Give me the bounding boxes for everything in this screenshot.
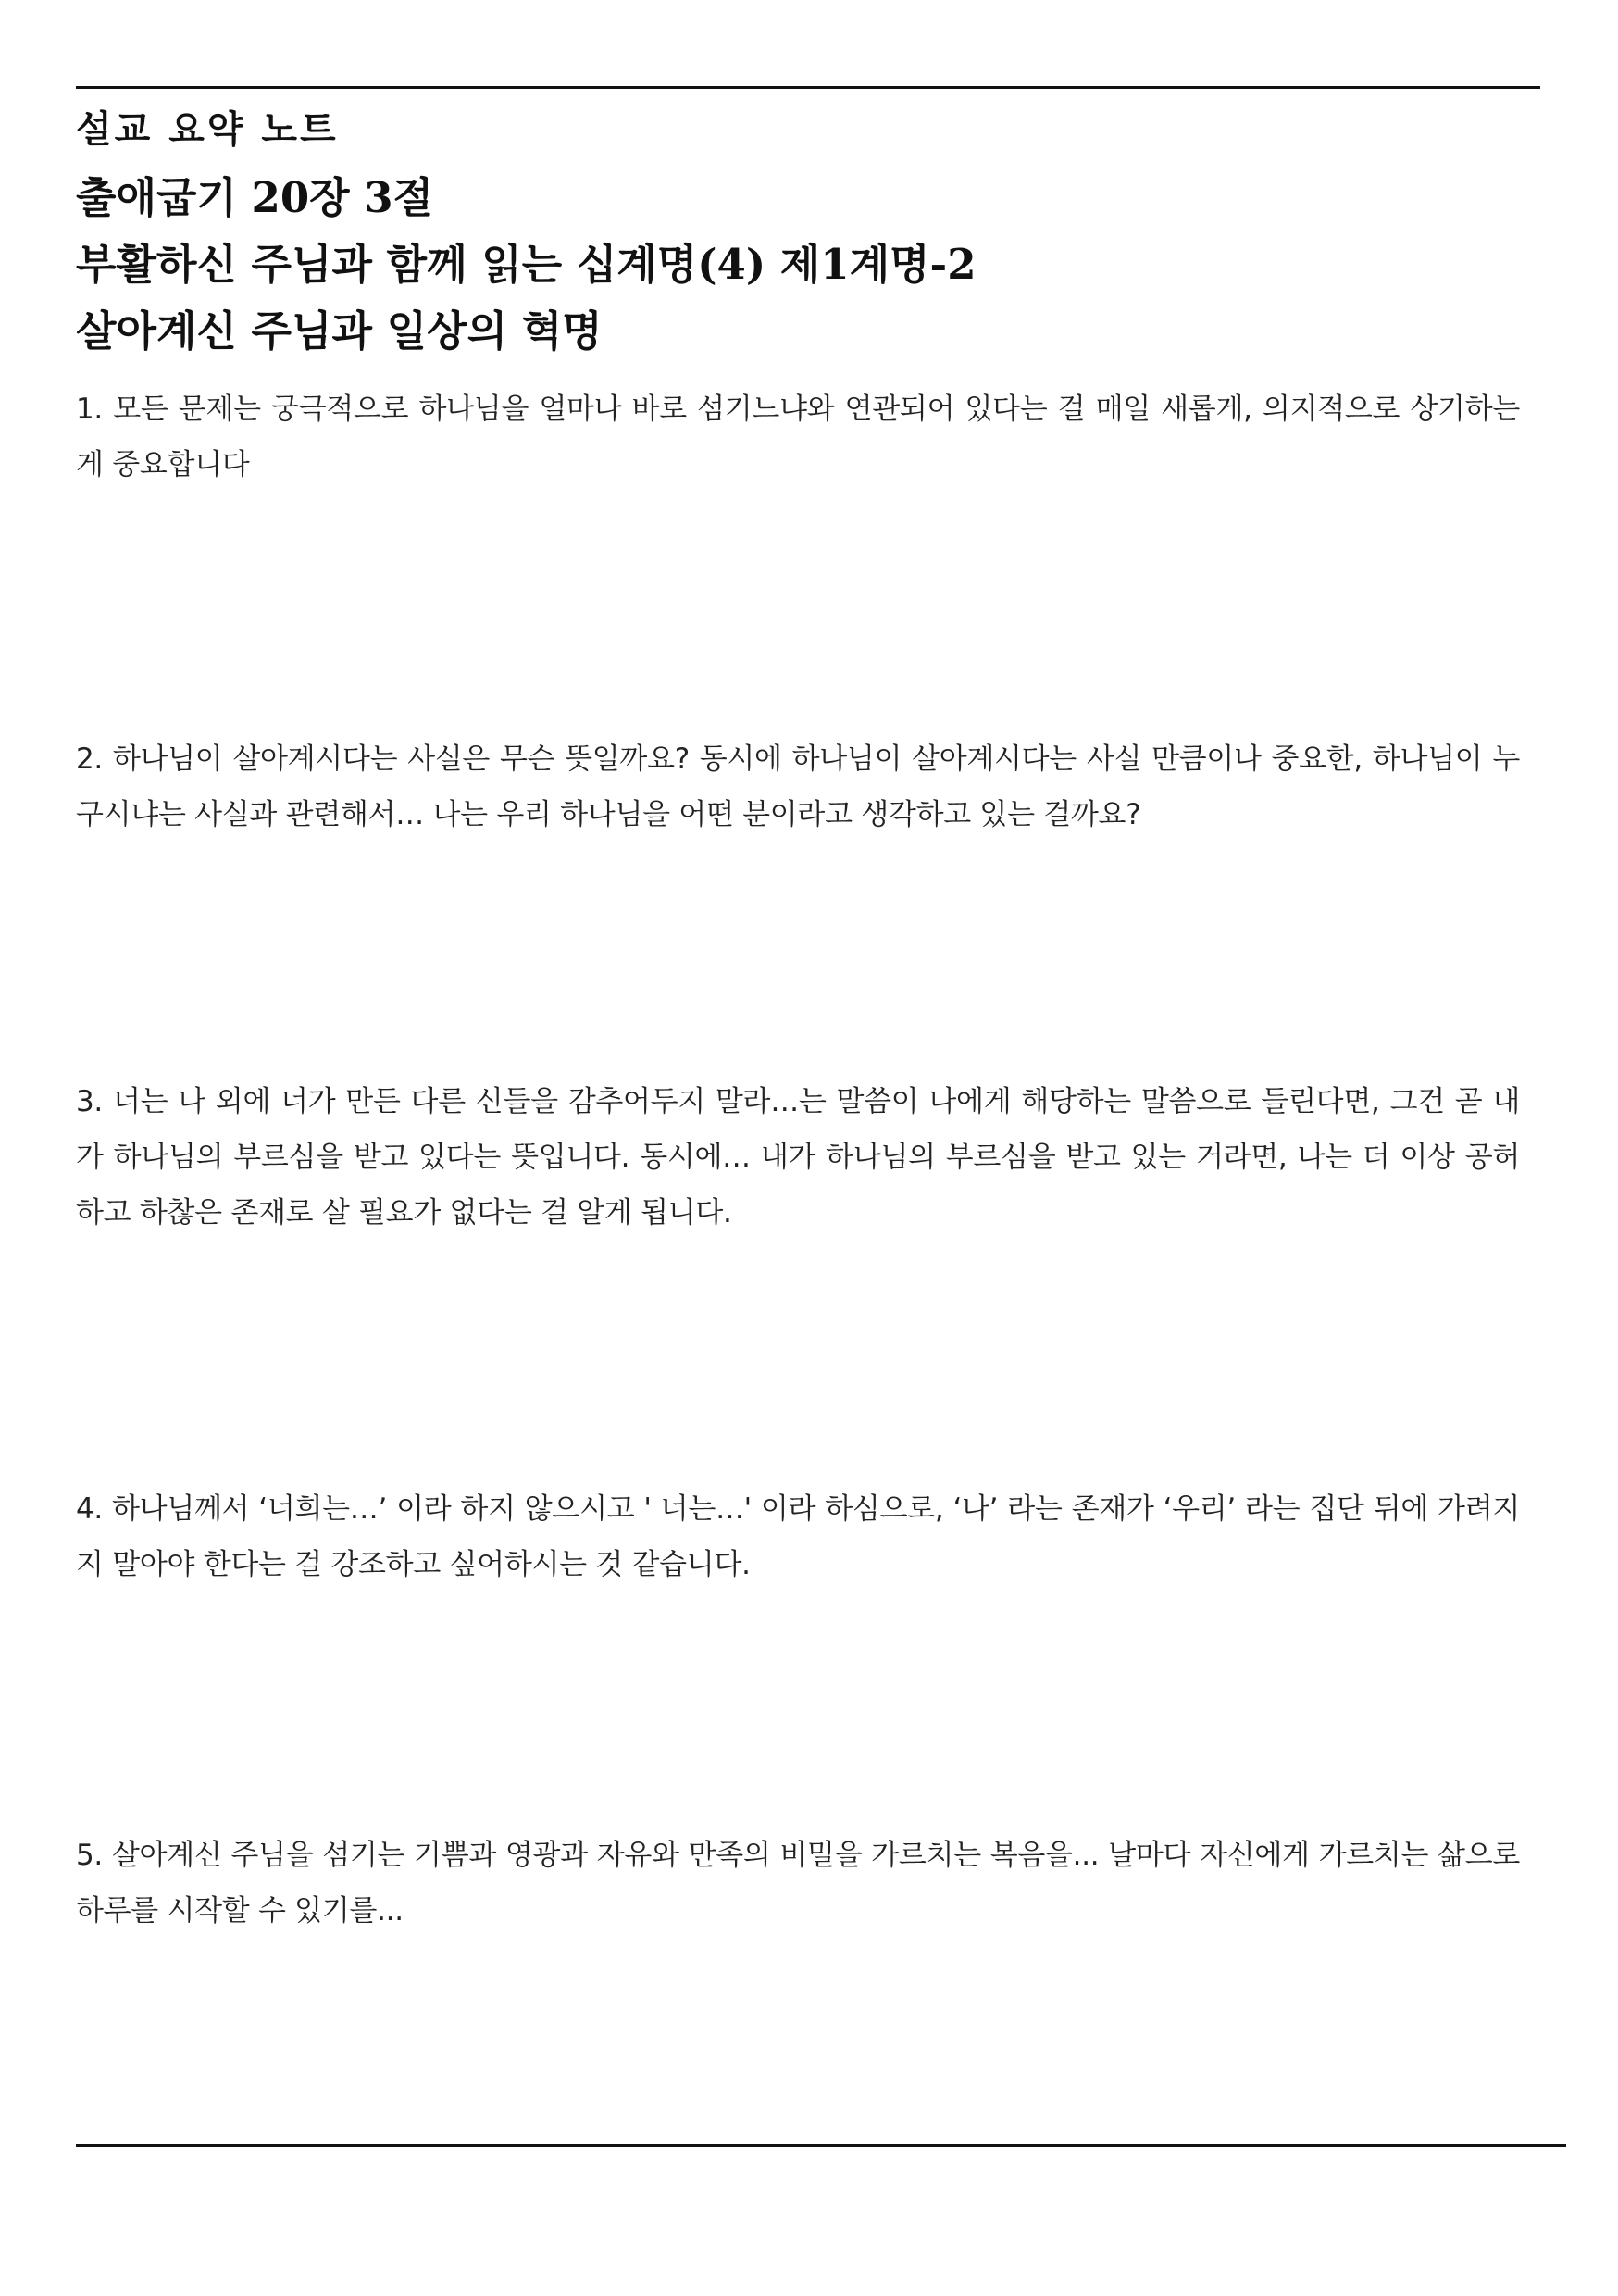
summary-point-1: 1. 모든 문제는 궁극적으로 하나님을 얼마나 바로 섬기느냐와 연관되어 있다는 걸 매일 새롭게, 의지적으로 상기하는 게 중요합니다 xyxy=(76,393,1520,481)
summary-point-4: 4. 하나님께서 ‘너희는…’ 이라 하지 않으시고 ' 너는…' 이라 하심으로, ‘나’ 라는 존재가 ‘우리’ 라는 집단 뒤에 가려지지 말아야 한다는 걸 강조하고 싶어하시는 것 같습니다. xyxy=(76,1492,1520,1581)
summary-point-5: 5. 살아계신 주님을 섬기는 기쁨과 영광과 자유와 만족의 비밀을 가르치는 복음을... 날마다 자신에게 가르치는 삶으로 하루를 시작할 수 있기를... xyxy=(76,1839,1520,1928)
top-divider xyxy=(76,86,1540,89)
scripture-reference: 출애굽기 20장 3절 xyxy=(76,173,434,222)
sermon-title: 살아계신 주님과 일상의 혁명 xyxy=(76,306,603,356)
series-title: 부활하신 주님과 함께 읽는 십계명(4) 제1계명-2 xyxy=(76,240,977,289)
bottom-divider xyxy=(76,2144,1566,2147)
sermon-title-block xyxy=(76,165,977,365)
summary-point-2: 2. 하나님이 살아계시다는 사실은 무슨 뜻일까요? 동시에 하나님이 살아계시다는 사실 만큼이나 중요한, 하나님이 누구시냐는 사실과 관련해서… 나는 우리 하나님을 어떤 분이라고 생각하고 있는 걸까요? xyxy=(76,742,1520,831)
summary-point-3: 3. 너는 나 외에 너가 만든 다른 신들을 감추어두지 말라…는 말씀이 나에게 해당하는 말씀으로 들린다면, 그건 곧 내가 하나님의 부르심을 받고 있다는 뜻입니다. 동시에… 내가 하나님의 부르심을 받고 있는 거라면, 나는 더 이상 공허하고 하찮은 존재로 살 필요가 없다는 걸 알게 됩니다. xyxy=(76,1085,1520,1229)
note-label: 설교 요약 노트 xyxy=(76,107,339,151)
